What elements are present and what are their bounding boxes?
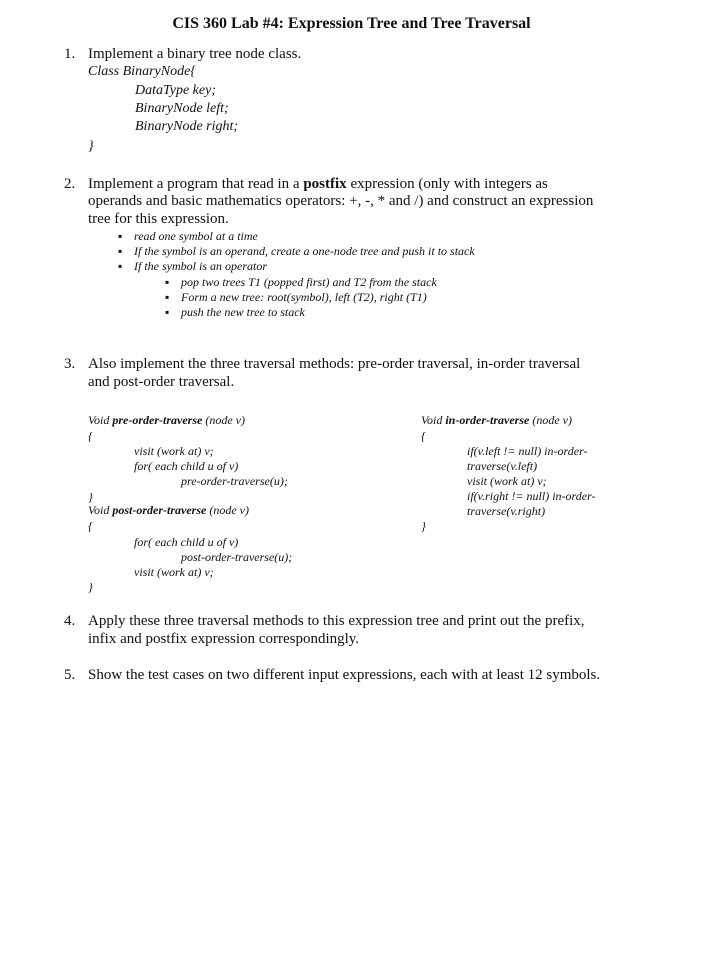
code-line: visit (work at) v; <box>467 474 547 488</box>
bullet-item: ▪ If the symbol is an operator <box>134 259 267 274</box>
code-line: traverse(v.right) <box>467 504 546 518</box>
page-title: CIS 360 Lab #4: Expression Tree and Tree Traversal <box>172 15 531 32</box>
code-line: if(v.right != null) in-order- <box>467 489 596 503</box>
item-4-line-1: Apply these three traversal methods to this expression tree and print out the prefix, <box>88 613 585 629</box>
sub-bullet-item: ▪ push the new tree to stack <box>181 305 305 320</box>
code-line: for( each child u of v) <box>134 459 239 473</box>
code-line: Class BinaryNode{ <box>88 64 196 79</box>
code-line: for( each child u of v) <box>134 535 239 549</box>
text-span: Void <box>88 413 113 427</box>
code-brace: } <box>88 490 93 504</box>
item-2-line-2: operands and basic mathematics operators: +, -, * and /) and construct an expression <box>88 193 594 209</box>
code-line: pre-order-traverse(u); <box>181 474 288 488</box>
bullet-item: ▪ If the symbol is an operand, create a one-node tree and push it to stack <box>134 244 475 259</box>
bold-span: postfix <box>303 176 347 192</box>
item-3-line-2: and post-order traversal. <box>88 374 235 390</box>
bullet-item: ▪ read one symbol at a time <box>134 229 258 244</box>
code-line: } <box>88 139 94 154</box>
text-span: expression (only with integers as <box>346 176 548 192</box>
item-5-line-1: Show the test cases on two different input expressions, each with at least 12 symbols. <box>88 667 601 683</box>
code-line: DataType key; <box>135 83 216 98</box>
code-line: visit (work at) v; <box>134 444 214 458</box>
item-1-number: 1. <box>64 46 76 62</box>
code-line: if(v.left != null) in-order- <box>467 444 588 458</box>
item-2-line-3: tree for this expression. <box>88 211 229 227</box>
text-span: Void <box>88 503 113 517</box>
item-2-line-1 <box>88 176 548 193</box>
code-line: visit (work at) v; <box>134 565 214 579</box>
code-brace: { <box>88 429 93 443</box>
item-5-number: 5. <box>64 667 76 683</box>
item-4-number: 4. <box>64 613 76 629</box>
text-span: (node v) <box>206 503 249 517</box>
item-4-line-2: infix and postfix expression correspondingly. <box>88 631 360 647</box>
text-span: (node v) <box>529 413 572 427</box>
code-line: post-order-traverse(u); <box>181 550 293 564</box>
function-name: pre-order-traverse <box>112 413 203 427</box>
text-span: Implement a program that read in a <box>88 176 304 192</box>
code-brace: { <box>421 429 426 443</box>
code-line: traverse(v.left) <box>467 459 538 473</box>
item-3-number: 3. <box>64 356 76 372</box>
item-2-number: 2. <box>64 176 76 192</box>
text-span: Void <box>421 413 446 427</box>
code-line: BinaryNode right; <box>135 119 239 134</box>
code-brace: { <box>88 519 93 533</box>
item-1-text: Implement a binary tree node class. <box>88 46 302 62</box>
in-order-signature <box>421 413 572 428</box>
function-name: in-order-traverse <box>445 413 530 427</box>
code-brace: } <box>88 580 93 594</box>
item-3-line-1: Also implement the three traversal methods: pre-order traversal, in-order traversal <box>88 356 581 372</box>
code-line: BinaryNode left; <box>135 101 229 116</box>
function-name: post-order-traverse <box>112 503 207 517</box>
sub-bullet-item: ▪ Form a new tree: root(symbol), left (T2), right (T1) <box>181 290 427 305</box>
post-order-signature <box>88 503 249 518</box>
sub-bullet-item: ▪ pop two trees T1 (popped first) and T2 from the stack <box>181 275 437 290</box>
pre-order-signature <box>88 413 245 428</box>
text-span: (node v) <box>202 413 245 427</box>
code-brace: } <box>421 519 426 533</box>
